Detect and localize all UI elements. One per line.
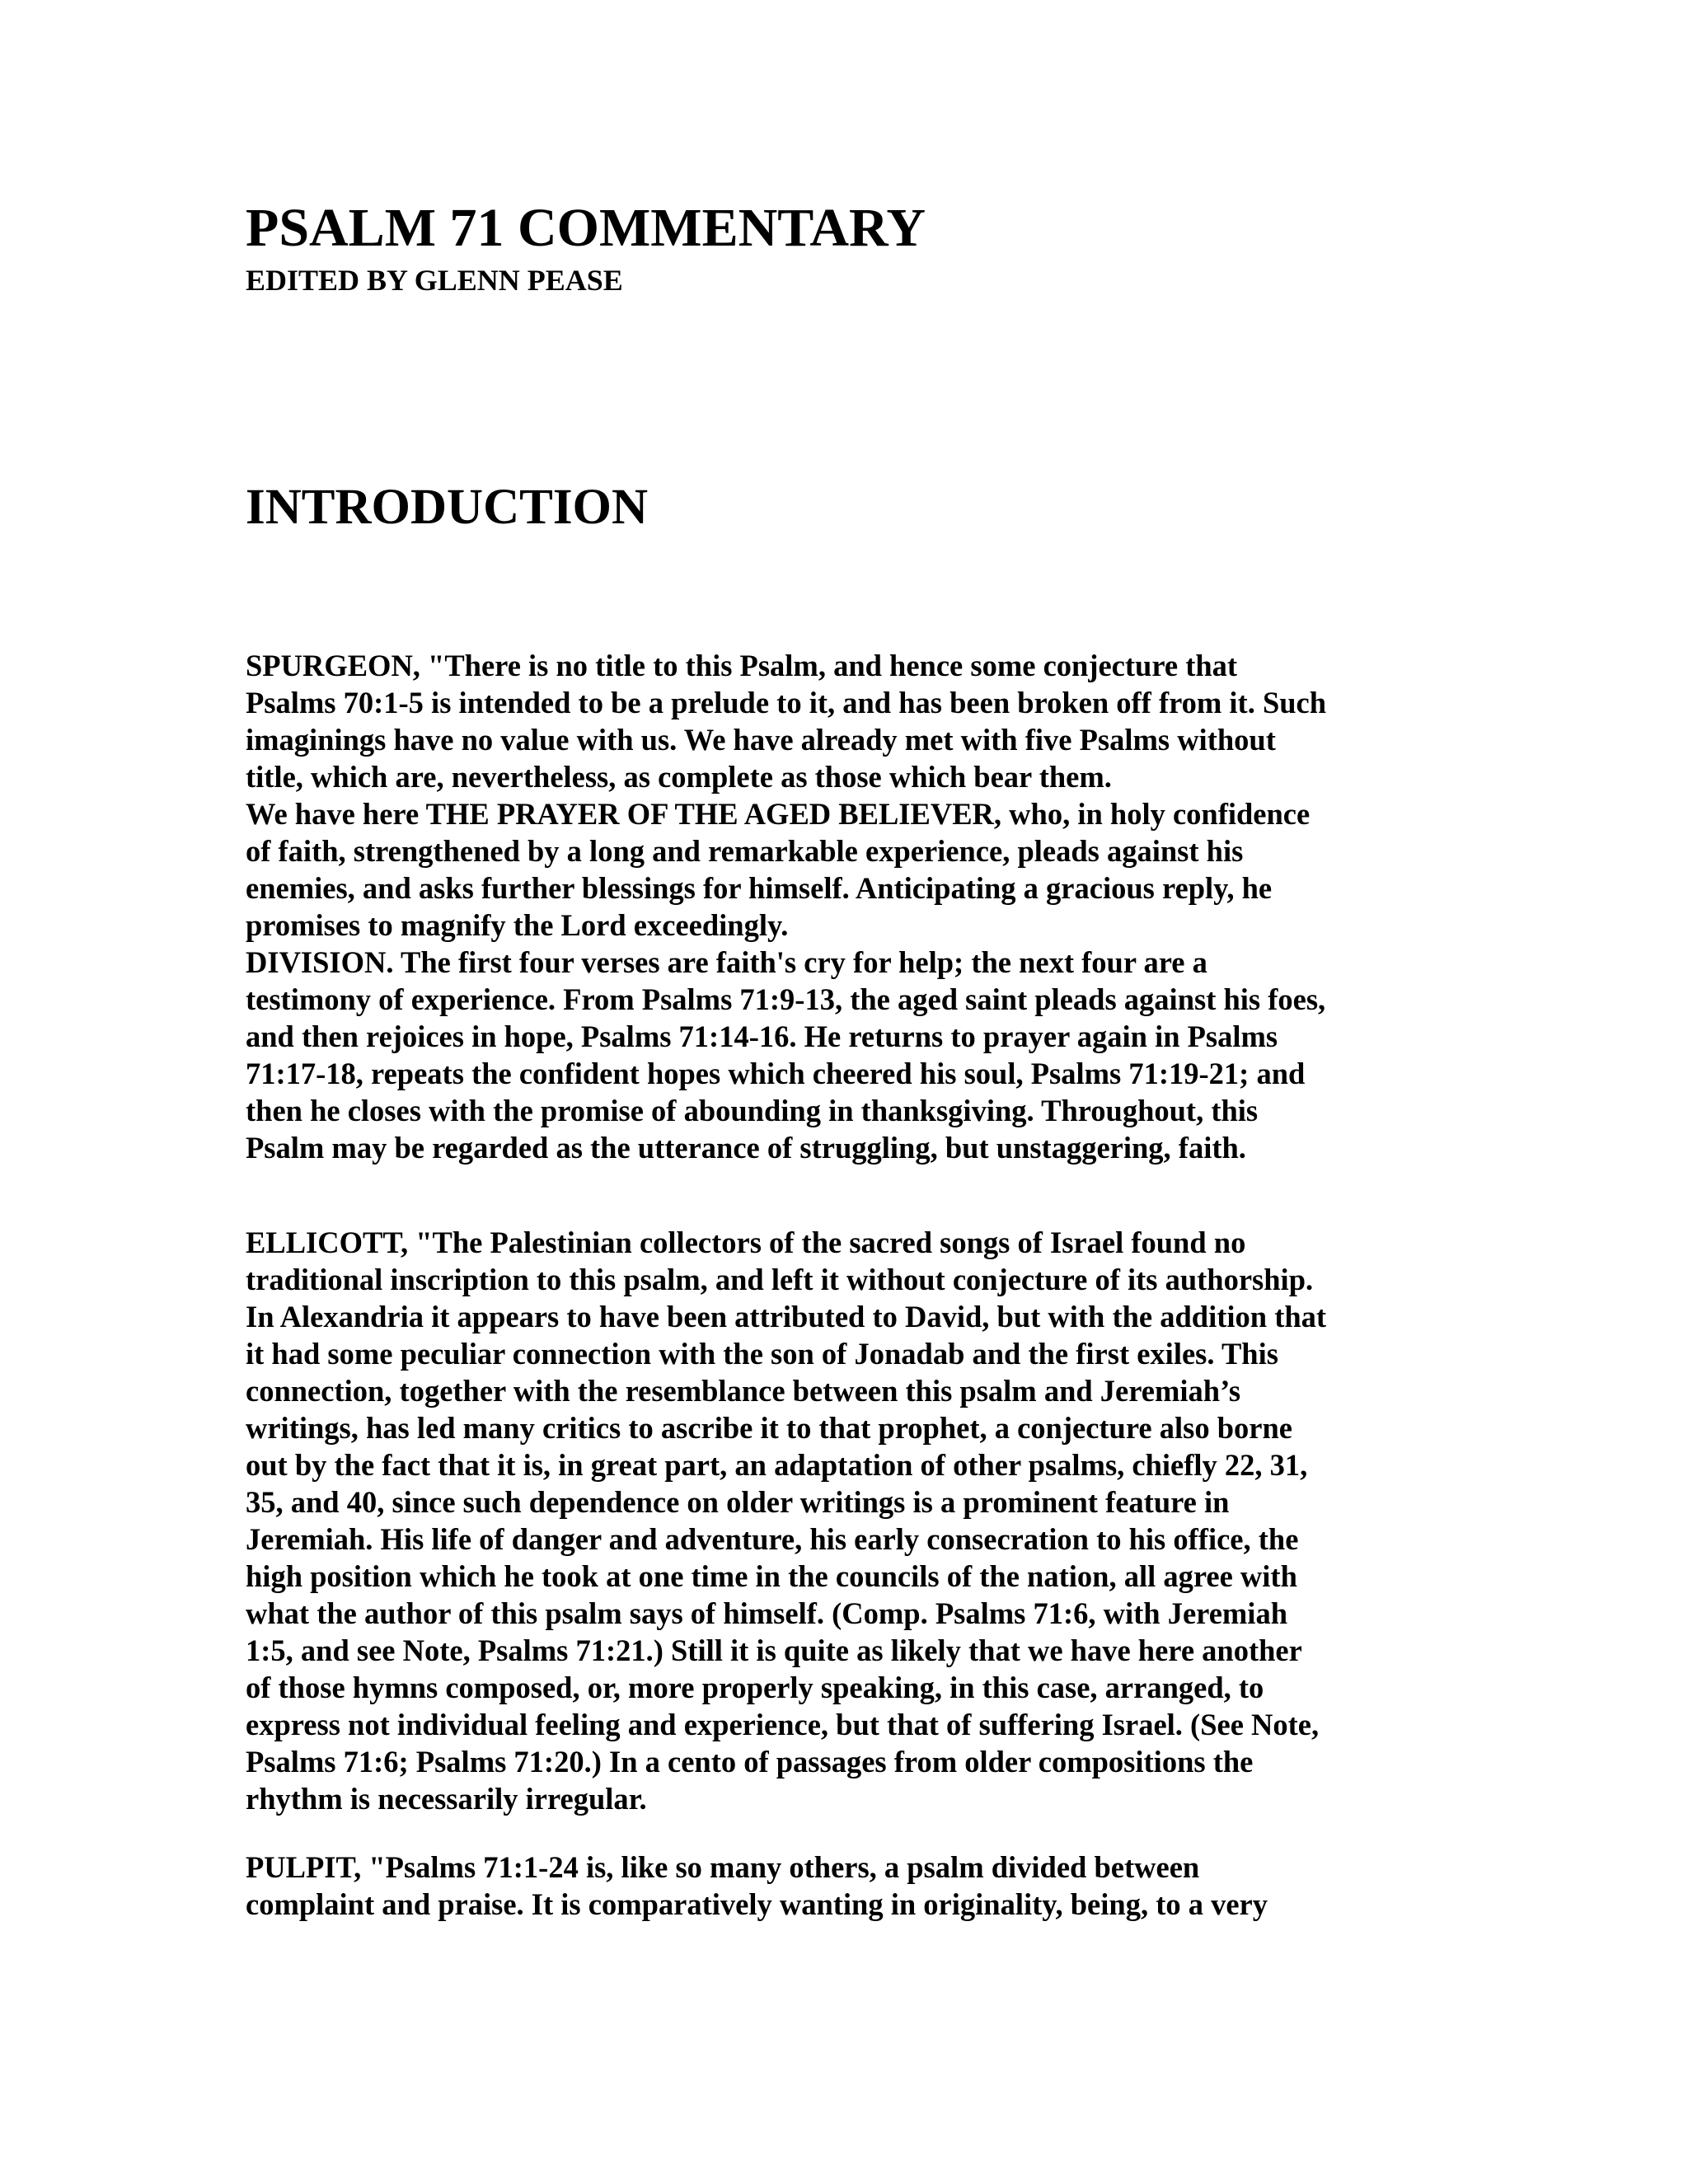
- text-line: enemies, and asks further blessings for himself. Anticipating a gracious reply, he: [246, 871, 1273, 905]
- text-line: imaginings have no value with us. We have already met with five Psalms without: [246, 723, 1276, 757]
- text-line: connection, together with the resemblance between this psalm and Jeremiah’s: [246, 1374, 1241, 1408]
- page-subtitle: EDITED BY GLENN PEASE: [246, 264, 623, 297]
- text-line: writings, has led many critics to ascribe it to that prophet, a conjecture also borne: [246, 1411, 1292, 1445]
- section-heading: INTRODUCTION: [246, 480, 649, 535]
- text-line: testimony of experience. From Psalms 71:9-13, the aged saint pleads against his foes,: [246, 982, 1326, 1016]
- text-line: high position which he took at one time in the councils of the nation, all agree with: [246, 1559, 1297, 1593]
- text-line: and then rejoices in hope, Psalms 71:14-16. He returns to prayer again in Psalms: [246, 1019, 1278, 1053]
- text-line: In Alexandria it appears to have been attributed to David, but with the addition that: [246, 1300, 1327, 1333]
- text-line: complaint and praise. It is comparatively wanting in originality, being, to a very: [246, 1887, 1268, 1921]
- text-line: 71:17-18, repeats the confident hopes which cheered his soul, Psalms 71:19-21; and: [246, 1057, 1306, 1090]
- ellicott-paragraph: [246, 1224, 1449, 1817]
- text-line: of faith, strengthened by a long and remarkable experience, pleads against his: [246, 834, 1244, 868]
- text-line: 1:5, and see Note, Psalms 71:21.) Still it is quite as likely that we have here another: [246, 1633, 1302, 1667]
- text-line: DIVISION. The first four verses are faith's cry for help; the next four are a: [246, 945, 1207, 979]
- text-line: title, which are, nevertheless, as complete as those which bear them.: [246, 760, 1112, 794]
- text-line: Jeremiah. His life of danger and adventure, his early consecration to his office, the: [246, 1522, 1299, 1556]
- text-line: SPURGEON, "There is no title to this Psalm, and hence some conjecture that: [246, 649, 1238, 682]
- text-line: Psalm may be regarded as the utterance of struggling, but unstaggering, faith.: [246, 1131, 1246, 1165]
- spurgeon-paragraph: [246, 647, 1449, 1166]
- text-line: 35, and 40, since such dependence on older writings is a prominent feature in: [246, 1485, 1230, 1519]
- pulpit-paragraph: [246, 1849, 1449, 1923]
- text-line: ELLICOTT, "The Palestinian collectors of the sacred songs of Israel found no: [246, 1226, 1246, 1259]
- text-line: PULPIT, "Psalms 71:1-24 is, like so many others, a psalm divided between: [246, 1850, 1200, 1884]
- text-line: of those hymns composed, or, more properly speaking, in this case, arranged, to: [246, 1671, 1264, 1704]
- text-line: express not individual feeling and experience, but that of suffering Israel. (See Note,: [246, 1708, 1320, 1741]
- text-line: it had some peculiar connection with the son of Jonadab and the first exiles. This: [246, 1337, 1278, 1371]
- text-line: what the author of this psalm says of himself. (Comp. Psalms 71:6, with Jeremiah: [246, 1596, 1287, 1630]
- text-line: out by the fact that it is, in great part, an adaptation of other psalms, chiefly 22, 31,: [246, 1448, 1308, 1482]
- text-line: traditional inscription to this psalm, and left it without conjecture of its authorship.: [246, 1263, 1314, 1296]
- page-title: PSALM 71 COMMENTARY: [246, 198, 926, 258]
- text-line: We have here THE PRAYER OF THE AGED BELIEVER, who, in holy confidence: [246, 797, 1311, 831]
- text-line: promises to magnify the Lord exceedingly.: [246, 908, 789, 942]
- text-line: Psalms 71:6; Psalms 71:20.) In a cento of passages from older compositions the: [246, 1745, 1254, 1779]
- text-line: Psalms 70:1-5 is intended to be a prelude to it, and has been broken off from it. Such: [246, 686, 1327, 719]
- text-line: then he closes with the promise of abounding in thanksgiving. Throughout, this: [246, 1094, 1259, 1127]
- text-line: rhythm is necessarily irregular.: [246, 1782, 647, 1816]
